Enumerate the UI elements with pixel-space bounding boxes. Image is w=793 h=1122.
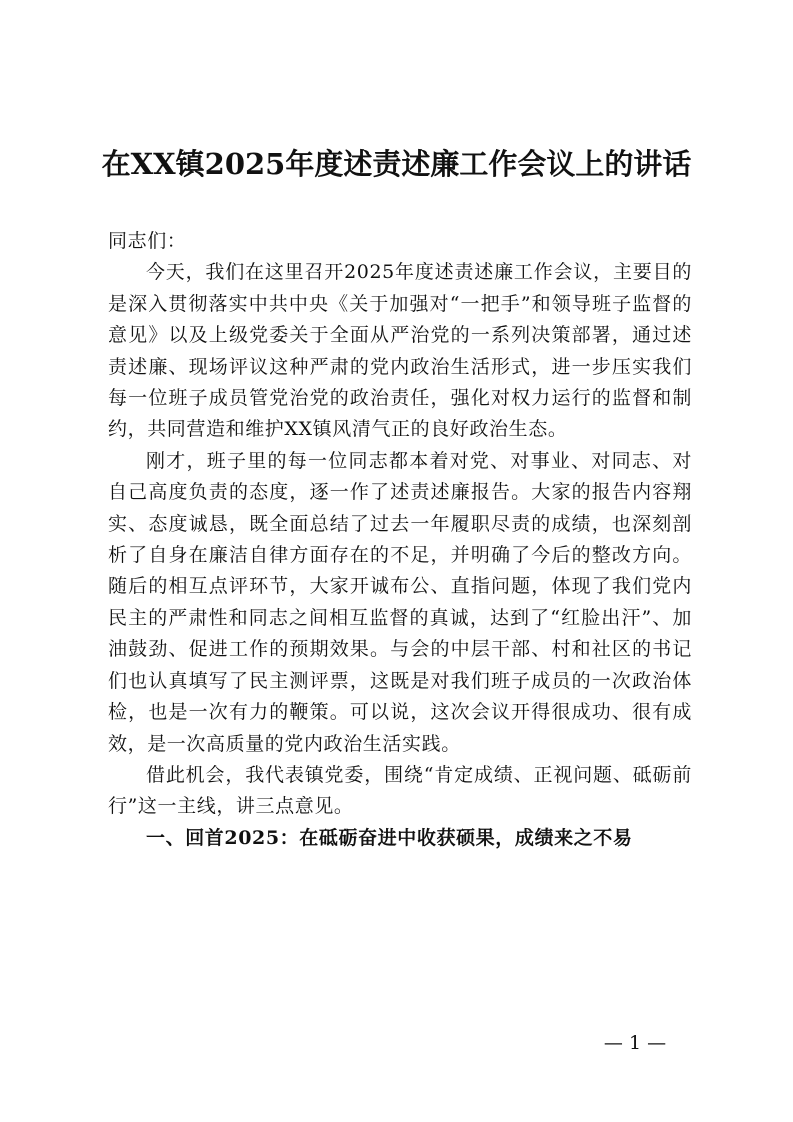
paragraph-review: 刚才，班子里的每一位同志都本着对党、对事业、对同志、对自己高度负责的态度，逐一作了述责述廉报告。大家的报告内容翔实、态度诚恳，既全面总结了过去一年履职尽责的成绩，也深刻剖析了自身在廉洁自律方面存在的不足，并明确了今后的整改方向。随后的相互点评环节，大家开诚布公、直指问题，体现了我们党内民主的严肃性和同志之间相互监督的真诚，达到了“红脸出汗”、加油鼓劲、促进工作的预期效果。与会的中层干部、村和社区的书记们也认真填写了民主测评票，这既是对我们班子成员的一次政治体检，也是一次有力的鞭策。可以说，这次会议开得很成功、很有成效，是一次高质量的党内政治生活实践。 xyxy=(108,449,692,755)
salutation: 同志们： xyxy=(108,230,187,252)
paragraph-transition: 借此机会，我代表镇党委，围绕“肯定成绩、正视问题、砥砺前行”这一主线，讲三点意见。 xyxy=(108,763,692,818)
document-title: 在XX镇2025年度述责述廉工作会议上的讲话 xyxy=(101,147,692,181)
paragraph-opening: 今天，我们在这里召开2025年度述责述廉工作会议，主要目的是深入贯彻落实中共中央《关于加强对“一把手”和领导班子监督的意见》以及上级党委关于全面从严治党的一系列决策部署，通过述责述廉、现场评议这种严肃的党内政治生活形式，进一步压实我们每一位班子成员管党治党的政治责任，强化对权力运行的监督和制约，共同营造和维护XX镇风清气正的良好政治生态。 xyxy=(108,261,692,441)
document-body xyxy=(108,226,692,854)
section-heading-one: 一、回首2025：在砥砺奋进中收获硕果，成绩来之不易 xyxy=(146,826,633,849)
page-number: — 1 — xyxy=(603,1032,667,1054)
